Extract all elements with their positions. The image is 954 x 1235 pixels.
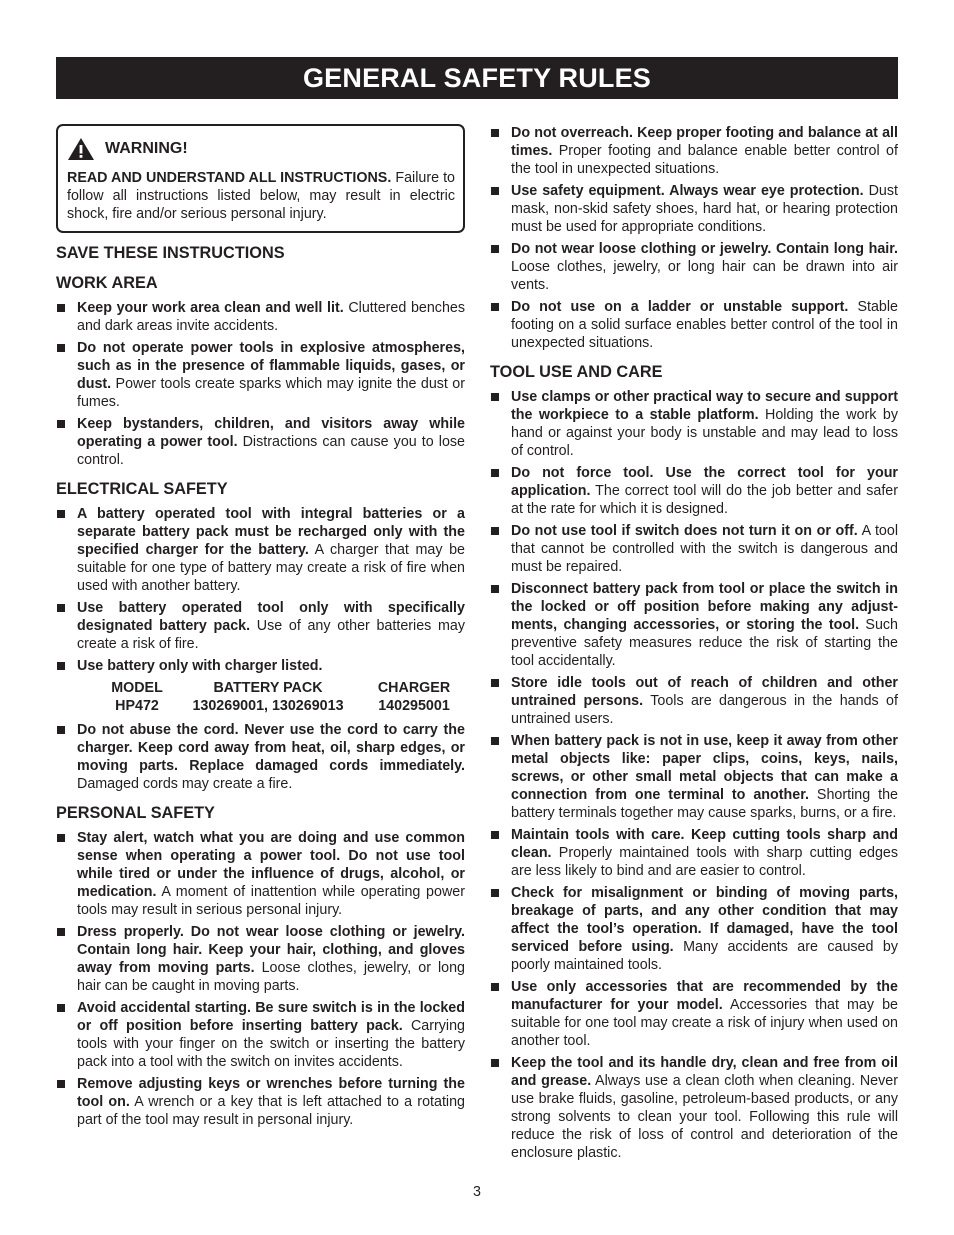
table-header: BATTERY PACK	[213, 680, 323, 696]
list-item: Do not use tool if switch does not turn it on or off. A tool that cannot be controlled with the switch is dangerous and must be repaired.	[490, 522, 898, 576]
table-header: MODEL	[111, 680, 163, 696]
list-item: Keep the tool and its handle dry, clean and free from oil and grease. Always use a clean cloth when cleaning. Never use brake fluids, gasoline, petroleum-based products, or any strong solvents to clean your tool. Following this rule will reduce the risk of loss of control and deterioration of the enclosure plastic.	[490, 1054, 898, 1162]
bullet-square-icon	[57, 928, 65, 936]
personal-safety-heading: PERSONAL SAFETY	[56, 804, 215, 822]
list-item: A battery operated tool with integral batteries or a separate battery pack must be recharged only with the specified charger for the battery. A charger that may be suitable for one type of battery may create a risk of fire when used with another battery.	[56, 505, 465, 595]
bullet-square-icon	[491, 889, 499, 897]
list-item: Do not overreach. Keep proper footing and balance at all times. Proper footing and balance enable better control of the tool in unexpected situations.	[490, 124, 898, 178]
bullet-square-icon	[57, 1080, 65, 1088]
list-item: Do not force tool. Use the correct tool for your application. The correct tool will do the job better and safer at the rate for which it is designed.	[490, 464, 898, 518]
list-item: Disconnect battery pack from tool or place the switch in the locked or off position before making any adjustments, changing accessories, or storing the tool. Such preventive safety measures reduce the risk of starting the tool accidentally.	[490, 580, 898, 670]
table-header: CHARGER	[377, 680, 451, 696]
list-item: Store idle tools out of reach of children and other untrained persons. Tools are dangerous in the hands of untrained users.	[490, 674, 898, 728]
bullet-square-icon	[491, 469, 499, 477]
bullet-square-icon	[57, 834, 65, 842]
bullet-square-icon	[491, 245, 499, 253]
list-item: Dress properly. Do not wear loose clothing or jewelry. Contain long hair. Keep your hair, clothing, and gloves away from moving parts. Loose clothes, jewelry, or long hair can be caught in moving parts.	[56, 923, 465, 995]
left-column	[56, 124, 465, 1133]
list-item: Avoid accidental starting. Be sure switch is in the locked or off position before inserting battery pack. Carrying tools with your finger on the switch or inserting the battery pack into a tool with the switch on invites accidents.	[56, 999, 465, 1071]
bullet-square-icon	[57, 604, 65, 612]
list-item: Use battery operated tool only with specifically designated battery pack. Use of any other batteries may create a risk of fire.	[56, 599, 465, 653]
bullet-square-icon	[57, 662, 65, 670]
list-item: Do not operate power tools in explosive atmospheres, such as in the presence of flammable liquids, gases, or dust. Power tools create sparks which may ignite the dust or fumes.	[56, 339, 465, 411]
bullet-square-icon	[491, 831, 499, 839]
list-item: Do not wear loose clothing or jewelry. Contain long hair. Loose clothes, jewelry, or long hair can be drawn into air vents.	[490, 240, 898, 294]
bullet-square-icon	[57, 304, 65, 312]
bullet-square-icon	[491, 983, 499, 991]
bullet-square-icon	[491, 585, 499, 593]
list-item: Use clamps or other practical way to secure and support the workpiece to a stable platform. Holding the work by hand or against your body is unstable and may lead to loss of control.	[490, 388, 898, 460]
right-column	[490, 124, 898, 1166]
bullet-square-icon	[491, 679, 499, 687]
list-item: Do not use on a ladder or unstable support. Stable footing on a solid surface enables better control of the tool in unexpected situations.	[490, 298, 898, 352]
bullet-square-icon	[491, 1059, 499, 1067]
list-item: Use battery only with charger listed.	[56, 657, 465, 675]
battery-charger-table	[92, 679, 465, 715]
page-number: 3	[473, 1184, 481, 1200]
bullet-square-icon	[491, 737, 499, 745]
list-item: When battery pack is not in use, keep it away from other metal objects like: paper clips, coins, keys, nails, screws, or other small metal objects that can make a connection from one terminal to another. Shorting the battery terminals together may cause sparks, burns, or a fire.	[490, 732, 898, 822]
list-item: Stay alert, watch what you are doing and use common sense when operating a power tool. Do not use tool while tired or under the influence of drugs, alcohol, or medication. A moment of inattention while operating power tools may result in serious personal injury.	[56, 829, 465, 919]
bullet-square-icon	[57, 1004, 65, 1012]
bullet-square-icon	[491, 303, 499, 311]
bullet-square-icon	[491, 527, 499, 535]
list-item: Keep bystanders, children, and visitors away while operating a power tool. Distractions can cause you to lose control.	[56, 415, 465, 469]
work-area-heading: WORK AREA	[56, 274, 158, 292]
list-item: Do not abuse the cord. Never use the cord to carry the charger. Keep cord away from heat, oil, sharp edges, or moving parts. Replace damaged cords immediately. Damaged cords may create a fire.	[56, 721, 465, 793]
warning-heading	[67, 137, 455, 161]
bullet-square-icon	[491, 129, 499, 137]
bullet-square-icon	[491, 393, 499, 401]
warning-triangle-icon	[67, 137, 95, 161]
table-cell: 130269001, 130269013	[192, 698, 344, 714]
bullet-square-icon	[57, 726, 65, 734]
list-item: Check for misalignment or binding of moving parts, breakage of parts, and any other condition that may affect the tool’s operation. If damaged, have the tool serviced before using. Many accidents are caused by poorly maintained tools.	[490, 884, 898, 974]
warning-box	[56, 124, 465, 233]
save-instructions-heading: SAVE THESE INSTRUCTIONS	[56, 244, 285, 262]
page-title: GENERAL SAFETY RULES	[56, 57, 898, 99]
list-item: Maintain tools with care. Keep cutting tools sharp and clean. Properly maintained tools with sharp cutting edges are less likely to bind and are easier to control.	[490, 826, 898, 880]
tool-use-heading: TOOL USE AND CARE	[490, 363, 663, 381]
list-item: Use safety equipment. Always wear eye protection. Dust mask, non-skid safety shoes, hard hat, or hearing protection must be used for appropriate conditions.	[490, 182, 898, 236]
list-item: Remove adjusting keys or wrenches before turning the tool on. A wrench or a key that is left attached to a rotating part of the tool may result in personal injury.	[56, 1075, 465, 1129]
warning-text: READ AND UNDERSTAND ALL INSTRUCTIONS. Failure to follow all instructions listed below, may result in electric shock, fire and/or serious personal injury.	[67, 170, 456, 222]
list-item: Keep your work area clean and well lit. Cluttered benches and dark areas invite accidents.	[56, 299, 465, 335]
warning-label: WARNING!	[105, 140, 188, 157]
bullet-square-icon	[57, 510, 65, 518]
table-cell: 140295001	[378, 698, 450, 714]
table-cell: HP472	[115, 698, 159, 714]
bullet-square-icon	[57, 420, 65, 428]
electrical-safety-heading: ELECTRICAL SAFETY	[56, 480, 228, 498]
bullet-square-icon	[57, 344, 65, 352]
list-item: Use only accessories that are recommended by the manufacturer for your model. Accessories that may be suitable for one tool may create a risk of injury when used on another tool.	[490, 978, 898, 1050]
bullet-square-icon	[491, 187, 499, 195]
